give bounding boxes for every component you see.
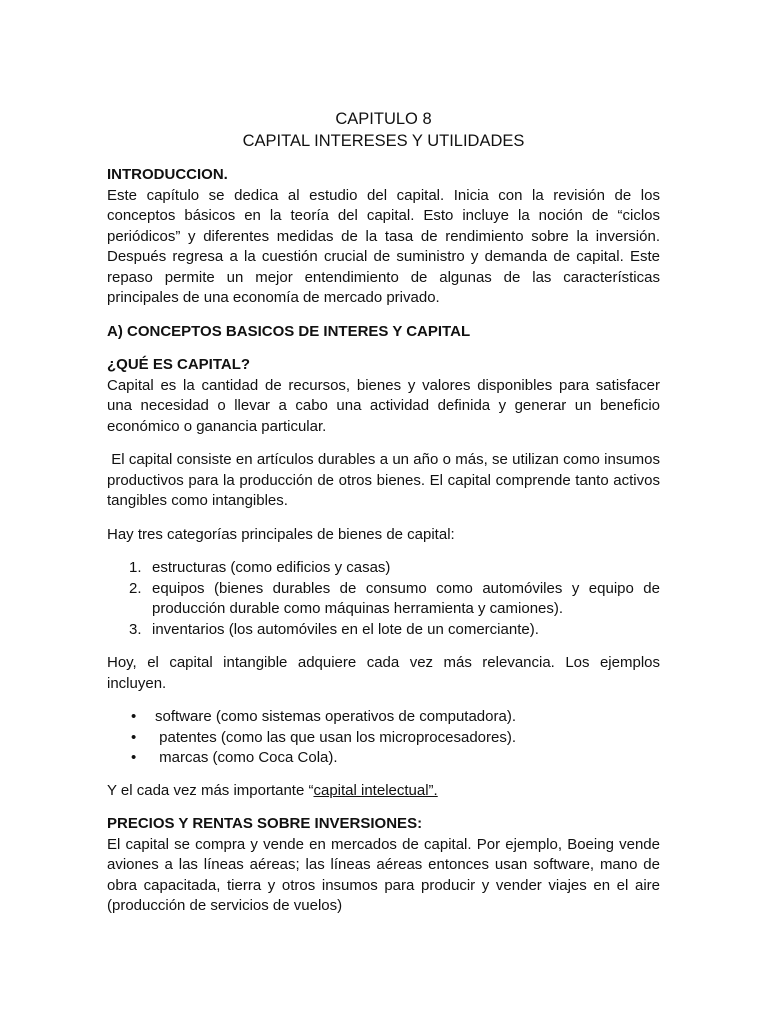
list-item: [107, 707, 660, 728]
bullet-icon: •: [131, 728, 137, 746]
intangible-paragraph: Hoy, el capital intangible adquiere cada vez más relevancia. Los ejemplos incluyen.: [107, 654, 660, 692]
document-page: [107, 108, 665, 917]
list-number: 3.: [129, 620, 142, 638]
list-item: [107, 748, 660, 769]
list-item: [107, 728, 660, 749]
list-item-text: patentes (como las que usan los microprocesadores).: [155, 728, 517, 746]
categories-intro-paragraph: Hay tres categorías principales de bienes de capital:: [107, 525, 455, 543]
list-item-text: software (como sistemas operativos de computadora).: [155, 708, 516, 725]
bullet-icon: •: [131, 708, 137, 725]
list-item-text: marcas (como Coca Cola).: [155, 749, 338, 766]
que-es-capital-heading: ¿QUÉ ES CAPITAL?: [107, 356, 251, 373]
list-number: 1.: [129, 559, 142, 576]
list-number: 2.: [129, 579, 142, 597]
list-item-text: estructuras (como edificios y casas): [152, 559, 391, 576]
list-item: [107, 558, 660, 579]
chapter-number: CAPITULO 8: [335, 110, 432, 128]
section-a-heading: A) CONCEPTOS BASICOS DE INTERES Y CAPITAL: [107, 322, 471, 340]
chapter-name: CAPITAL INTERESES Y UTILIDADES: [242, 132, 525, 150]
intellectual-capital-line: [107, 781, 660, 802]
capital-definition-paragraph: Capital es la cantidad de recursos, bienes y valores disponibles para satisfacer una necesidad o llevar a cabo una actividad definida y generar un beneficio económico o ganancia particular.: [107, 376, 660, 435]
intro-heading: INTRODUCCION.: [107, 166, 228, 183]
list-item: [107, 620, 660, 641]
list-item: [107, 579, 660, 620]
capital-categories-list: [107, 558, 660, 640]
capital-durables-paragraph: El capital consiste en artículos durables a un año o más, se utilizan como insumos productivos para la producción de otros bienes. El capital comprende tanto activos tangibles como intangibles.: [107, 451, 665, 509]
precios-paragraph: El capital se compra y vende en mercados de capital. Por ejemplo, Boeing vende aviones a las líneas aéreas; las líneas aéreas entonces usan software, mano de obra capacitada, tierra y otros insumos para producir y vender viajes en el aire (producción de servicios de vuelos): [107, 835, 660, 914]
bullet-icon: •: [131, 749, 137, 766]
chapter-title: [97, 108, 670, 152]
intro-paragraph: Este capítulo se dedica al estudio del capital. Inicia con la revisión de los conceptos básicos en la teoría del capital. Esto incluye la noción de “ciclos periódicos” y diferentes medidas de la tasa de rendimiento sobre la inversión. Después regresa a la cuestión crucial de suministro y demanda de capital. Este repaso permite un mejor entendimiento de algunas de las características principales de una economía de mercado privado.: [107, 186, 660, 306]
intellectual-prefix: Y el cada vez más importante “: [107, 781, 314, 799]
intellectual-capital-link[interactable]: capital intelectual”.: [313, 781, 438, 799]
list-item-text: inventarios (los automóviles en el lote de un comerciante).: [152, 620, 539, 638]
list-item-text: equipos (bienes durables de consumo como automóviles y equipo de producción durable como máquinas herramienta y camiones).: [152, 579, 660, 617]
precios-heading: PRECIOS Y RENTAS SOBRE INVERSIONES:: [107, 815, 423, 832]
intangible-examples-list: [107, 707, 660, 769]
